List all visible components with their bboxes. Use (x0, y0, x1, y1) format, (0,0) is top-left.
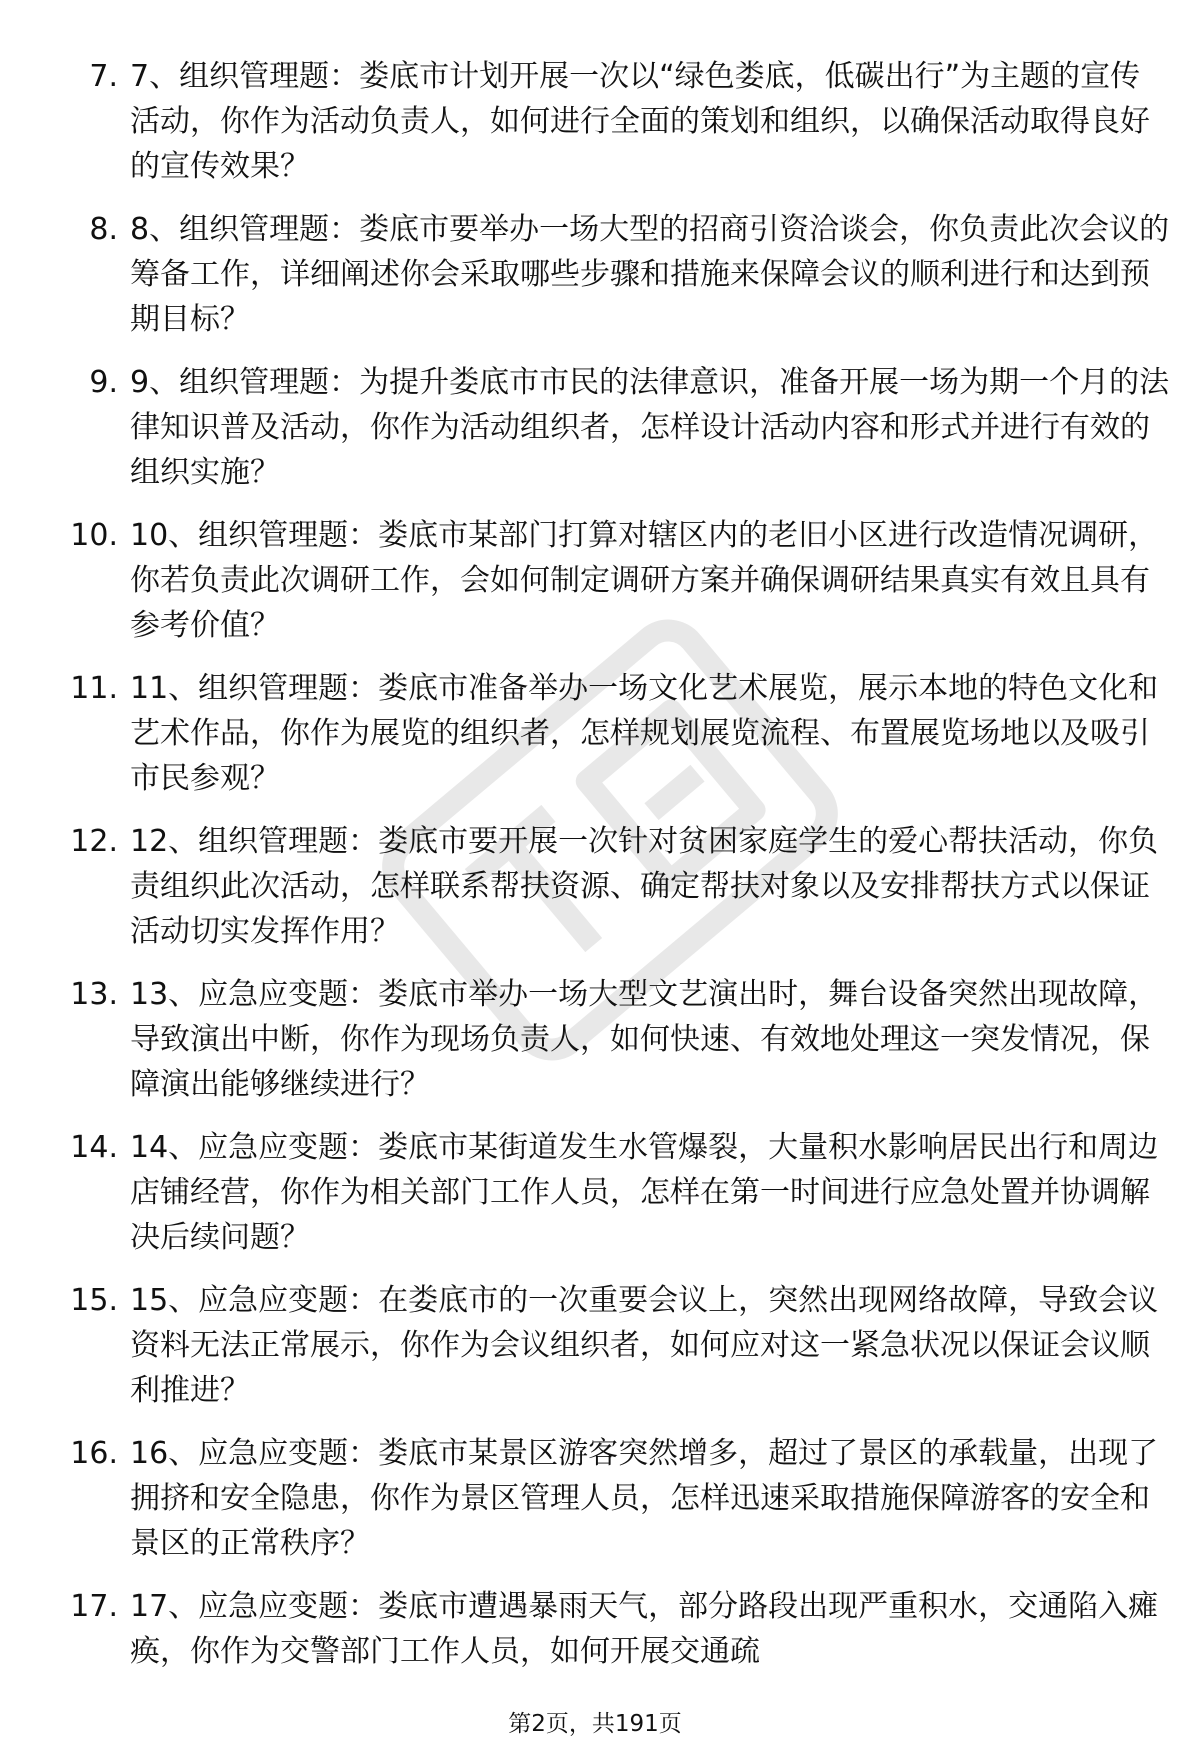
list-item (0, 513, 1190, 648)
list-item (0, 819, 1190, 954)
question-number: 8. (89, 212, 118, 247)
question-text: 17、应急应变题：娄底市遭遇暴雨天气，部分路段出现严重积水，交通陷入瘫痪，你作为交警部门工作人员，如何开展交通疏 (130, 1589, 1159, 1669)
question-text: 14、应急应变题：娄底市某街道发生水管爆裂，大量积水影响居民出行和周边店铺经营，你作为相关部门工作人员，怎样在第一时间进行应急处置并协调解决后续问题？ (130, 1130, 1159, 1255)
question-number: 7. (89, 59, 118, 94)
list-item (0, 972, 1190, 1107)
list-item (0, 207, 1190, 342)
page-footer: 第2页，共191页 (508, 1711, 682, 1737)
list-item (0, 54, 1190, 189)
question-text: 15、应急应变题：在娄底市的一次重要会议上，突然出现网络故障，导致会议资料无法正常展示，你作为会议组织者，如何应对这一紧急状况以保证会议顺利推进？ (130, 1283, 1159, 1408)
question-number: 10. (70, 518, 118, 553)
question-text: 11、组织管理题：娄底市准备举办一场文化艺术展览，展示本地的特色文化和艺术作品，你作为展览的组织者，怎样规划展览流程、布置展览场地以及吸引市民参观？ (130, 671, 1159, 796)
list-item (0, 666, 1190, 801)
question-number: 15. (70, 1283, 118, 1318)
list-item (0, 1278, 1190, 1413)
list-item (0, 360, 1190, 495)
question-text: 10、组织管理题：娄底市某部门打算对辖区内的老旧小区进行改造情况调研，你若负责此次调研工作，会如何制定调研方案并确保调研结果真实有效且具有参考价值？ (130, 518, 1159, 643)
question-number: 14. (70, 1130, 118, 1165)
question-number: 11. (70, 671, 118, 706)
list-item (0, 1125, 1190, 1260)
question-text: 12、组织管理题：娄底市要开展一次针对贫困家庭学生的爱心帮扶活动，你负责组织此次活动，怎样联系帮扶资源、确定帮扶对象以及安排帮扶方式以保证活动切实发挥作用？ (130, 824, 1159, 949)
question-number: 16. (70, 1436, 118, 1471)
question-list (0, 54, 1190, 1692)
question-text: 8、组织管理题：娄底市要举办一场大型的招商引资洽谈会，你负责此次会议的筹备工作，详细阐述你会采取哪些步骤和措施来保障会议的顺利进行和达到预期目标？ (130, 212, 1170, 337)
list-item (0, 1584, 1190, 1674)
question-text: 13、应急应变题：娄底市举办一场大型文艺演出时，舞台设备突然出现故障，导致演出中断，你作为现场负责人，如何快速、有效地处理这一突发情况，保障演出能够继续进行？ (130, 977, 1159, 1102)
question-text: 7、组织管理题：娄底市计划开展一次以“绿色娄底，低碳出行”为主题的宣传活动，你作为活动负责人，如何进行全面的策划和组织，以确保活动取得良好的宣传效果？ (130, 59, 1150, 184)
question-number: 12. (70, 824, 118, 859)
list-item (0, 1431, 1190, 1566)
question-number: 13. (70, 977, 118, 1012)
question-text: 9、组织管理题：为提升娄底市市民的法律意识，准备开展一场为期一个月的法律知识普及活动，你作为活动组织者，怎样设计活动内容和形式并进行有效的组织实施？ (130, 365, 1170, 490)
question-number: 9. (89, 365, 118, 400)
question-text: 16、应急应变题：娄底市某景区游客突然增多，超过了景区的承载量，出现了拥挤和安全隐患，你作为景区管理人员，怎样迅速采取措施保障游客的安全和景区的正常秩序？ (130, 1436, 1159, 1561)
question-number: 17. (70, 1589, 118, 1624)
